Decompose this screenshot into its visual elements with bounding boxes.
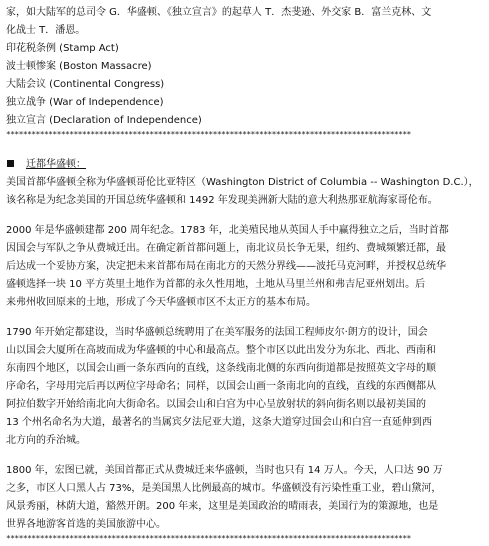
- term-stamp-act: 印花税条例 (Stamp Act): [6, 43, 119, 54]
- paragraph-line: 后达成一个妥协方案，决定把未来首都布局在南北方的天然分界线——波托马克河畔，并授权总统华: [6, 261, 446, 272]
- paragraph-line: 1800 年，宏图已就，美国首都正式从费城迁来华盛顿，当时也只有 14 万人。今天，人口达 90 万: [6, 465, 443, 476]
- paragraph-line: 世界各地游客首选的美国旅游中心。: [6, 519, 166, 530]
- paragraph-line: 山以国会大厦所在高坡而成为华盛顿的中心和最高点。整个市区以此出发分为东北、西北、西南和: [6, 345, 436, 356]
- paragraph-2: [6, 324, 483, 450]
- paragraph-line: 来弗州收回原来的土地，形成了今天华盛顿市区不太正方的基本布局。: [6, 297, 316, 308]
- paragraph-line: 因国会与军队之争从费城迁出。在确定新首都问题上，南北议员长争无果，纽约、费城频繁迁都，最: [6, 243, 446, 254]
- paragraph-line: 盛顿选择一块 10 平方英里土地作为首都的永久性用地，土地从马里兰州和弗吉尼亚州划出。后: [6, 279, 426, 290]
- term-boston-massacre: 波士顿惨案 (Boston Massacre): [6, 61, 152, 72]
- paragraph-line: 风景秀丽，林荫大道，豁然开朗。200 年来，这里是美国政治的晴雨表，美国行为的策源地，也是: [6, 501, 439, 512]
- separator-line: ************************************************************************************************: [6, 130, 411, 139]
- intro-text: [6, 4, 483, 40]
- section-intro-line: 美国首都华盛顿全称为华盛顿哥伦比亚特区（Washington District of Columbia -- Washington D.C.），: [6, 177, 479, 188]
- paragraph-3: [6, 462, 483, 534]
- paragraph-line: 1790 年开始定都建设，当时华盛顿总统聘用了在美军服务的法国工程师皮尔·朗方的设计，国会: [6, 327, 428, 338]
- paragraph-line: 2000 年是华盛顿建都 200 周年纪念。1783 年，北美殖民地从英国人手中赢得独立之后，当时首都: [6, 225, 449, 236]
- terms-list: [6, 40, 483, 130]
- term-declaration-of-independence: 独立宣言 (Declaration of Independence): [6, 115, 202, 126]
- separator-line: ************************************************************************************************: [6, 534, 411, 543]
- intro-line: 化战士 T．潘恩。: [6, 25, 86, 36]
- paragraph-line: 13 个州名命名为大道，最著名的当属宾夕法尼亚大道，这条大道穿过国会山和白宫一直延伸到西: [6, 417, 432, 428]
- section-intro: [6, 174, 483, 210]
- section-intro-line: 该名称是为纪念美国的开国总统华盛顿和 1492 年发现美洲新大陆的意大利热那亚航海家哥伦布。: [6, 195, 438, 206]
- section-heading: [6, 156, 483, 174]
- paragraph-1: [6, 222, 483, 312]
- paragraph-line: 东南四个地区，以国会山画一条东西向的直线，这条线南北侧的东西向街道都是按照英文字母的顺: [6, 363, 436, 374]
- paragraph-line: 阿拉伯数字开始给南北向大街命名。以国会山和白宫为中心呈放射状的斜向街名则以最初美国的: [6, 399, 426, 410]
- section-heading-text: 迁都华盛顿：: [26, 159, 86, 170]
- paragraph-line: 北方向的乔治城。: [6, 435, 86, 446]
- term-continental-congress: 大陆会议 (Continental Congress): [6, 79, 165, 90]
- paragraph-line: 序命名，字母用完后再以两位字母命名；同样，以国会山画一条南北向的直线，直线的东西侧都从: [6, 381, 436, 392]
- intro-line: 家，如大陆军的总司令 G．华盛顿、《独立宣言》的起草人 T．杰斐逊、外交家 B．富兰克林、文: [6, 7, 432, 18]
- paragraph-line: 之多，市区人口黑人占 73%，是美国黑人比例最高的城市。华盛顿没有污染性重工业，碧山黛河，: [6, 483, 442, 494]
- term-war-of-independence: 独立战争 (War of Independence): [6, 97, 164, 108]
- square-bullet-icon: [7, 160, 14, 167]
